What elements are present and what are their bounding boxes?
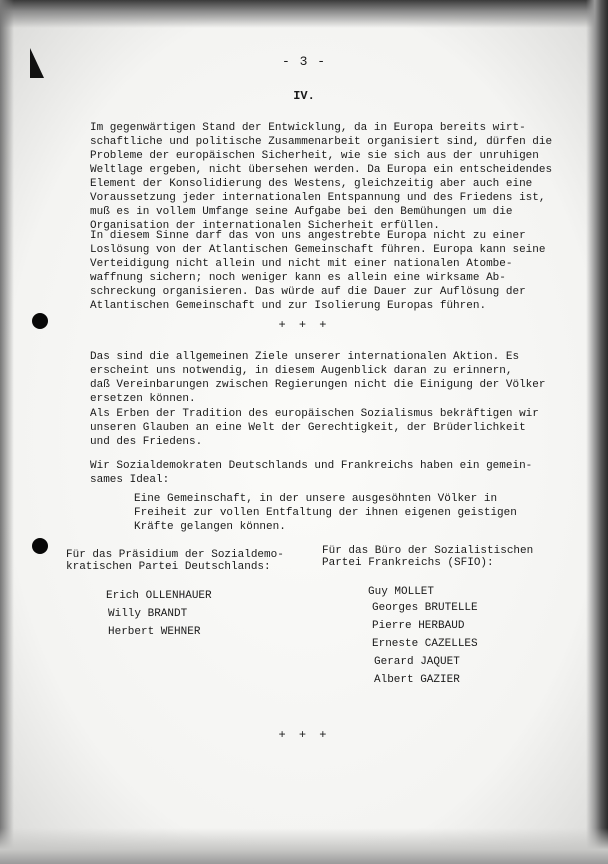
text-line: ersetzen können. — [90, 393, 196, 405]
text-line: Loslösung von der Atlantischen Gemeinschaft führen. Europa kann seine — [90, 244, 546, 256]
signatory-name-left: Herbert WEHNER — [108, 626, 201, 638]
text-line: Probleme der europäischen Sicherheit, wie sie sich aus der unruhigen — [90, 150, 539, 162]
text-line: Für das Büro der Sozialistischen — [322, 545, 534, 557]
text-line: und des Friedens. — [90, 436, 203, 448]
text-line: waffnung sichern; noch weniger kann es allein eine wirksame Ab- — [90, 272, 506, 284]
page-number: - 3 - — [281, 54, 326, 69]
text-line: daß Vereinbarungen zwischen Regierungen nicht die Einigung der Völker — [90, 379, 546, 391]
text-line: Freiheit zur vollen Entfaltung der ihnen eigenen geistigen — [134, 507, 517, 519]
scan-shadow-top — [0, 0, 608, 28]
scan-shadow-bottom — [0, 828, 608, 864]
text-line: erscheint uns notwendig, in diesem Augenblick daran zu erinnern, — [90, 365, 513, 377]
text-line: Organisation der internationalen Sicherheit erfüllen. — [90, 220, 440, 232]
spd-signatory-heading — [66, 549, 326, 573]
section-separator: + + + — [278, 318, 330, 332]
text-line: Partei Frankreichs (SFIO): — [322, 557, 494, 569]
signatory-name-right: Albert GAZIER — [374, 674, 460, 686]
text-line: Voraussetzung jeder internationalen Entspannung und des Friedens ist, — [90, 192, 546, 204]
text-line: schaftliche und politische Zusammenarbeit organisiert sind, dürfen die — [90, 136, 553, 148]
signatory-name-right: Gerard JAQUET — [374, 656, 460, 668]
text-line: Atlantischen Gemeinschaft und zur Isolierung Europas führen. — [90, 300, 487, 312]
text-line: Eine Gemeinschaft, in der unsere ausgesöhnten Völker in — [134, 493, 498, 505]
paragraph-ideal — [90, 459, 550, 487]
paragraph-aims — [90, 350, 550, 406]
text-line: muß es in vollem Umfange seine Aufgabe bei den Bemühungen um die — [90, 206, 513, 218]
paragraph-security — [90, 121, 553, 233]
text-line: Weltlage ergeben, nicht übersehen werden. Da Europa ein entscheidendes — [90, 164, 553, 176]
closing-separator: + + + — [278, 728, 330, 742]
text-line: kratischen Partei Deutschlands: — [66, 561, 271, 573]
punch-hole-bottom — [32, 538, 48, 554]
signatory-name-right: Guy MOLLET — [368, 586, 435, 598]
text-line: schreckung organisieren. Das würde auf die Dauer zur Auflösung der — [90, 286, 526, 298]
signatory-name-right: Georges BRUTELLE — [372, 602, 478, 614]
text-line: In diesem Sinne darf das von uns angestrebte Europa nicht zu einer — [90, 230, 526, 242]
text-line: Wir Sozialdemokraten Deutschlands und Frankreichs haben ein gemein- — [90, 460, 533, 472]
signatory-name-right: Erneste CAZELLES — [372, 638, 478, 650]
text-line: Verteidigung nicht allein und nicht mit einer nationalen Atombe- — [90, 258, 513, 270]
signatory-name-left: Erich OLLENHAUER — [106, 590, 212, 602]
text-line: Als Erben der Tradition des europäischen Sozialismus bekräftigen wir — [90, 408, 539, 420]
signatory-name-left: Willy BRANDT — [108, 608, 188, 620]
text-line: sames Ideal: — [90, 474, 170, 486]
text-line: Element der Konsolidierung des Westens, gleichzeitig aber auch eine — [90, 178, 533, 190]
paragraph-tradition — [90, 407, 550, 449]
paragraph-atlantic — [90, 229, 550, 313]
text-line: Für das Präsidium der Sozialdemo- — [66, 549, 284, 561]
text-line: Das sind die allgemeinen Ziele unserer internationalen Aktion. Es — [90, 351, 520, 363]
text-line: Kräfte gelangen können. — [134, 521, 286, 533]
section-heading: IV. — [293, 89, 315, 103]
text-line: Im gegenwärtigen Stand der Entwicklung, da in Europa bereits wirt- — [90, 122, 526, 134]
text-line: unseren Glauben an eine Welt der Gerechtigkeit, der Brüderlichkeit — [90, 422, 526, 434]
ideal-quote — [134, 492, 554, 534]
signatory-name-right: Pierre HERBAUD — [372, 620, 465, 632]
sfio-signatory-heading — [322, 545, 582, 569]
